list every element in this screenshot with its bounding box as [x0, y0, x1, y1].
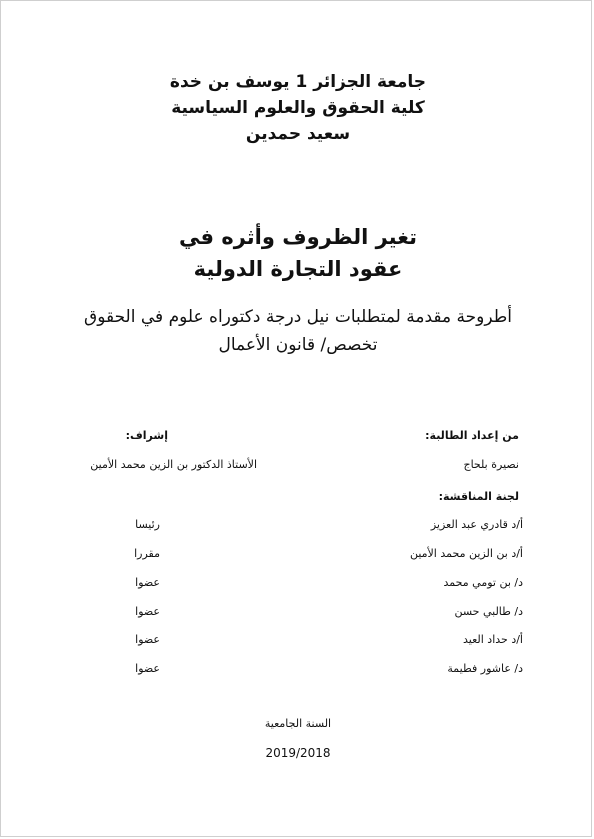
- committee-member-name: د/ بن تومي محمد: [443, 576, 523, 589]
- committee-member-role: عضوا: [135, 605, 160, 618]
- campus-name: سعيد حمدين: [245, 124, 351, 144]
- committee-row: [1, 662, 594, 678]
- thesis-title-line1: تغير الظروف وأثره في: [179, 225, 417, 249]
- committee-row: [1, 576, 594, 592]
- committee-member-role: عضوا: [135, 662, 160, 675]
- committee-member-name: د/ عاشور فطيمة: [447, 662, 523, 675]
- supervisor-label: إشراف:: [125, 429, 168, 442]
- thesis-subtitle-line2: تخصص/ قانون الأعمال: [218, 335, 378, 355]
- institution-header: [1, 69, 594, 147]
- committee-member-name: أ/د حداد العيد: [463, 633, 523, 646]
- thesis-title-line2: عقود التجارة الدولية: [193, 257, 403, 281]
- academic-year: 2019/2018: [265, 746, 331, 760]
- committee-member-role: مقررا: [134, 547, 160, 560]
- committee-row: [1, 605, 594, 621]
- student-name: نصيرة بلحاج: [463, 458, 519, 471]
- committee-member-name: أ/د قادري عبد العزيز: [430, 518, 523, 531]
- supervisor-name: الأستاذ الدكتور بن الزين محمد الأمين: [90, 458, 257, 471]
- committee-member-role: عضوا: [135, 576, 160, 589]
- committee-member-role: عضوا: [135, 633, 160, 646]
- faculty-name: كلية الحقوق والعلوم السياسية: [171, 98, 425, 118]
- committee-row: [1, 518, 594, 534]
- committee-row: [1, 633, 594, 649]
- committee-member-name: أ/د بن الزين محمد الأمين: [409, 547, 523, 560]
- committee-label: لجنة المناقشة:: [438, 490, 519, 503]
- committee-member-role: رئيسا: [135, 518, 160, 531]
- academic-year-label: السنة الجامعية: [264, 717, 332, 730]
- committee-member-name: د/ طالبي حسن: [454, 605, 523, 618]
- student-label: من إعداد الطالبة:: [425, 429, 519, 442]
- thesis-subtitle: [1, 303, 594, 359]
- thesis-title: [1, 221, 594, 285]
- committee-row: [1, 547, 594, 563]
- university-name: جامعة الجزائر 1 يوسف بن خدة: [169, 72, 427, 92]
- thesis-subtitle-line1: أطروحة مقدمة لمتطلبات نيل درجة دكتوراه علوم في الحقوق: [84, 307, 512, 327]
